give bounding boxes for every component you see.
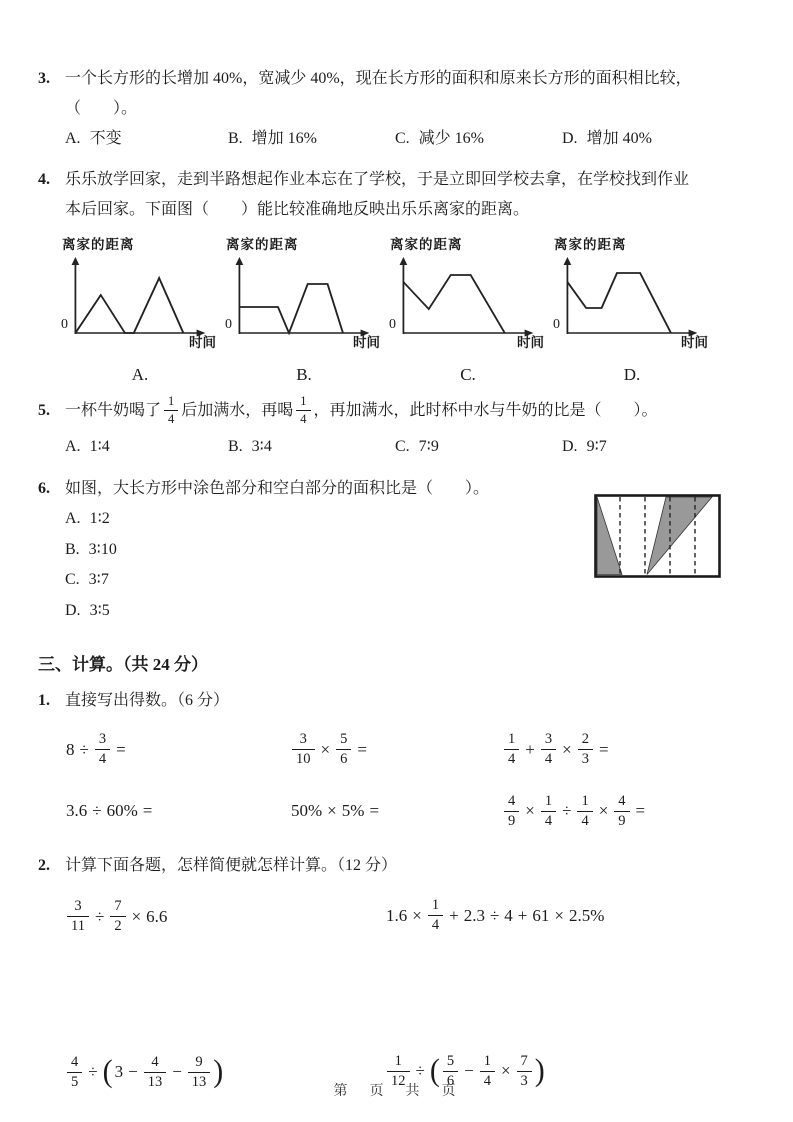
y-axis-label: 离家的距离 [226, 237, 299, 252]
question-3 [38, 64, 753, 154]
question-3-blank: （ ）。 [65, 100, 138, 117]
question-3-text: 一个长方形的长增加 40%，宽减少 40%，现在长方形的面积和原来长方形的面积相比较， [65, 70, 692, 87]
y-axis-label: 离家的距离 [390, 237, 463, 252]
calc-item-1-title: 1. 直接写出得数。（6 分） [38, 692, 230, 710]
fraction: $\frac{1}{4}$ [428, 898, 443, 933]
fraction: $\frac{1}{12}$ [387, 1054, 410, 1089]
graph-c-label: C. [460, 365, 476, 384]
question-5 [38, 395, 753, 462]
fraction: $\frac{5}{6}$ [443, 1054, 458, 1089]
option-a: A. 1∶2 [65, 510, 110, 528]
graph-d-label: D. [623, 365, 641, 384]
fraction: $\frac{1}{4}$ [164, 395, 178, 426]
calc-expression [385, 897, 605, 934]
question-4-graphs [60, 233, 753, 385]
operator: × [131, 906, 142, 926]
simplify-calc-row-1 [65, 897, 753, 934]
x-axis-label: 时间 [517, 335, 544, 350]
question-4-text-line1: 乐乐放学回家，走到半路想起作业本忘在了学校，于是立即回学校去拿，在学校找到作业 [65, 171, 690, 188]
term: 3 [114, 1062, 124, 1082]
graph-a-label: A. [131, 365, 149, 384]
calc-expression [65, 899, 168, 934]
calc-expression [65, 801, 290, 821]
term: 2.3 [463, 905, 485, 925]
option-a: A. 1∶4 [65, 438, 110, 456]
option-c: C. 3∶7 [65, 571, 109, 589]
distance-line [75, 278, 183, 333]
distance-line [239, 284, 343, 333]
operator: − [172, 1062, 182, 1082]
term: 3.6 [66, 801, 88, 821]
fraction: $\frac{1}{4}$ [577, 794, 592, 829]
origin-label: 0 [389, 317, 396, 332]
option-d: D. 增加 40% [562, 130, 652, 147]
term: 5% [341, 801, 365, 821]
term: 后加满水，再喝 [181, 401, 294, 419]
fraction: $\frac{4}{9}$ [614, 794, 629, 829]
operator: + [517, 905, 528, 925]
calc-expression [65, 732, 290, 767]
option-c: C. 7∶9 [395, 438, 439, 456]
operator: ÷ [79, 739, 89, 759]
term: 2.5% [568, 905, 605, 925]
operator: − [464, 1061, 474, 1081]
term: 1.6 [386, 905, 408, 925]
operator: = [357, 739, 367, 759]
distance-time-graph-a [60, 233, 220, 385]
operator: = [369, 801, 380, 821]
fraction: $\frac{9}{13}$ [188, 1055, 211, 1090]
parenthesis: ) [213, 1054, 224, 1090]
calc-item-2-title: 2. 计算下面各题，怎样简便就怎样计算。（12 分） [38, 857, 398, 875]
operator: × [525, 801, 535, 821]
term: 61 [532, 905, 550, 925]
x-axis-label: 时间 [353, 335, 380, 350]
y-axis-arrow-icon [236, 257, 244, 265]
operator: = [142, 801, 153, 821]
term: 50% [291, 801, 323, 821]
operator: ÷ [94, 906, 105, 926]
direct-calc-grid [65, 732, 753, 829]
fraction: $\frac{1}{4}$ [296, 395, 310, 426]
parenthesis: ( [429, 1053, 440, 1089]
y-axis-label: 离家的距离 [554, 237, 627, 252]
origin-label: 0 [61, 317, 68, 332]
operator: − [128, 1062, 138, 1082]
fraction: $\frac{4}{5}$ [67, 1055, 82, 1090]
question-4-number: 4. [38, 171, 50, 188]
x-axis-label: 时间 [189, 335, 216, 350]
fraction: $\frac{4}{9}$ [504, 794, 519, 829]
fraction: $\frac{3}{4}$ [95, 732, 110, 767]
origin-label: 0 [553, 317, 560, 332]
fraction: $\frac{3}{10}$ [292, 732, 315, 767]
distance-time-graph-b [224, 233, 384, 385]
distance-time-graph-c [388, 233, 548, 385]
operator: ÷ [489, 905, 500, 925]
operator: = [116, 739, 126, 759]
fraction: $\frac{3}{4}$ [541, 732, 556, 767]
operator: + [449, 905, 459, 925]
operator: ÷ [88, 1062, 98, 1082]
question-5-number: 5. [38, 401, 50, 419]
graph-b-label: B. [296, 365, 312, 384]
question-4 [38, 165, 753, 385]
page-footer: 第 页 共 页 [333, 1084, 460, 1099]
option-d: D. 3∶5 [65, 601, 110, 619]
question-3-number: 3. [38, 70, 50, 87]
calc-expression [502, 732, 753, 767]
operator: ÷ [562, 801, 572, 821]
question-4-text-line2: 本后回家。下面图（ ）能比较准确地反映出乐乐离家的距离。 [65, 201, 530, 218]
option-b: B. 3∶10 [65, 540, 117, 558]
fraction: $\frac{3}{11}$ [67, 899, 89, 934]
fraction: $\frac{4}{13}$ [144, 1055, 167, 1090]
section-3-heading: 三、计算。（共 24 分） [38, 655, 208, 675]
term: ，再加满水，此时杯中水与牛奶的比是（ ）。 [313, 401, 658, 419]
option-a: A. 不变 [65, 130, 122, 147]
calc-expression [502, 794, 753, 829]
term: 4 [504, 905, 513, 925]
fraction: $\frac{5}{6}$ [336, 732, 351, 767]
calc-expression [290, 732, 502, 767]
option-b: B. 增加 16% [228, 130, 318, 147]
option-b: B. 3∶4 [228, 438, 272, 456]
term: 一杯牛奶喝了 [65, 401, 162, 419]
option-c: C. 减少 16% [395, 130, 485, 147]
y-axis-label: 离家的距离 [62, 237, 135, 252]
parenthesis: ( [102, 1054, 113, 1090]
operator: × [598, 801, 609, 821]
operator: × [554, 905, 564, 925]
fraction: $\frac{7}{3}$ [517, 1054, 532, 1089]
fraction: $\frac{1}{4}$ [504, 732, 519, 767]
origin-label: 0 [225, 317, 232, 332]
question-6 [38, 474, 753, 626]
distance-line [567, 273, 671, 333]
operator: × [320, 739, 331, 759]
shaded-rectangle-figure [594, 494, 721, 578]
calc-expression [290, 801, 502, 821]
y-axis-arrow-icon [72, 257, 80, 265]
y-axis-arrow-icon [564, 257, 572, 265]
y-axis-arrow-icon [400, 257, 408, 265]
operator: × [500, 1061, 511, 1081]
operator: + [525, 739, 535, 759]
option-d: D. 9∶7 [562, 438, 607, 456]
operator: ÷ [92, 801, 102, 821]
parenthesis: ) [534, 1053, 545, 1089]
distance-time-graph-d [552, 233, 712, 385]
fraction: $\frac{7}{2}$ [110, 899, 125, 934]
fraction: $\frac{2}{3}$ [578, 732, 593, 767]
x-axis-label: 时间 [681, 335, 708, 350]
question-5-text [65, 395, 658, 426]
term: 6.6 [146, 906, 168, 926]
question-3-options [65, 124, 753, 154]
operator: × [412, 905, 422, 925]
operator: × [562, 739, 572, 759]
fraction: $\frac{1}{4}$ [480, 1054, 495, 1089]
question-6-number: 6. [38, 480, 50, 498]
question-6-text: 如图，大长方形中涂色部分和空白部分的面积比是（ ）。 [65, 480, 490, 498]
operator: ÷ [415, 1061, 425, 1081]
term: 60% [106, 801, 138, 821]
term: 8 [66, 739, 75, 759]
fraction: $\frac{1}{4}$ [541, 794, 556, 829]
question-5-options [65, 432, 753, 462]
operator: = [635, 801, 646, 821]
operator: × [327, 801, 337, 821]
distance-line [403, 275, 504, 333]
operator: = [598, 739, 609, 759]
